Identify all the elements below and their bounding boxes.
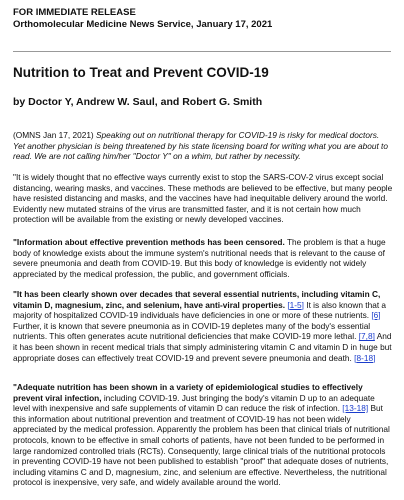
paragraph-3 [13, 289, 393, 363]
article-byline: by Doctor Y, Andrew W. Saul, and Robert G. Smith [13, 96, 263, 108]
paragraph-2 [13, 237, 393, 279]
paragraph-4-bold: "Adequate nutrition has been shown in a variety of epidemiological studies to effectively prevent viral infection, [13, 382, 363, 403]
paragraph-4 [13, 382, 393, 488]
news-service-dateline: Orthomolecular Medicine News Service, January 17, 2021 [13, 19, 273, 30]
intro-paragraph [13, 130, 393, 162]
article-title: Nutrition to Treat and Prevent COVID-19 [13, 65, 269, 80]
paragraph-3-text-2: Further, it is known that severe pneumonia as in COVID-19 depletes many of the body's essential nutrients. This often generates acute nutritional deficiencies that make COVID-19 more lethal. [13, 320, 371, 342]
reference-link-7-8[interactable]: [7,8] [358, 331, 375, 342]
paragraph-1 [13, 172, 393, 225]
reference-link-8-18[interactable]: [8-18] [354, 352, 376, 363]
paragraph-4-text-2: But this information about nutritional prevention and treatment of COVID-19 has not been widely appreciated by the medical profession. Apparently the problem has been that clinical trials of nutritional protocols, known to be effective in small cohorts of patients, have not been funded to be performed in large randomized controlled trials (RCTs). Consequently, large clinical trials of the nutritional protocols in preventing COVID-19 have not been published to establish "proof" that adequate doses of nutrients, including vitamins C and D, magnesium, zinc, and selenium are effective. Nevertheless, the nutritional protocol is inexpensive, very safe, and widely available around the world. [13, 403, 390, 488]
paragraph-3-text-1: It is also known that a majority of hospitalized COVID-19 individuals have deficiencies in one or more of these nutrients. [13, 299, 387, 321]
paragraph-2-text: The problem is that a huge body of knowledge exists about the immune system's nutritional needs that is relevant to the cause of severe pneumonia and death from COVID-19. But this body of knowledge is evidently not widely appreciated by the medical profession, the public, and government officials. [13, 237, 386, 279]
paragraph-3-bold: "It has been clearly shown over decades that several essential nutrients, including vitamin C, vitamin D, magnesium, zinc, and selenium, have anti-viral properties. [13, 289, 381, 310]
release-header [13, 7, 393, 31]
intro-lead: (OMNS Jan 17, 2021) [13, 130, 97, 140]
paragraph-1-text: "It is widely thought that no effective ways currently exist to stop the SARS-COV-2 virus except social distancing, wearing masks, and vaccines. These methods are believed to be effective, but many people have resisted distancing and masks, and the vaccines have had inequitable delivery around the world. Evidently new mutated strains of the virus are transmitted faster, and it is not certain how much protection will be available from the existing or newly developed vaccines. [13, 172, 393, 225]
paragraph-4-text-1: including COVID-19. Just bringing the body's vitamin D up to an adequate level with inexpensive and safe supplements of vitamin D can reduce the risk of infection. [13, 392, 375, 414]
header-divider [13, 51, 391, 52]
paragraph-2-bold: "Information about effective prevention methods has been censored. [13, 237, 285, 247]
reference-link-13-18[interactable]: [13-18] [342, 403, 369, 414]
release-label: FOR IMMEDIATE RELEASE [13, 7, 136, 18]
reference-link-1-5[interactable]: [1-5] [287, 299, 304, 310]
reference-link-6[interactable]: [6] [371, 310, 381, 321]
intro-italic-text: Speaking out on nutritional therapy for COVID-19 is risky for medical doctors. Yet another physician is being threatened by his state licensing board for writing what you are about to read. We are not calling him/her "Doctor Y" on a whim, but rather by necessity. [13, 130, 388, 162]
paragraph-3-text-3: And it has been shown in recent medical trials that simply administering vitamin C and vitamin D in huge but appropriate doses can effectively treat COVID-19 and prevent severe pneumonia and death. [13, 331, 392, 363]
